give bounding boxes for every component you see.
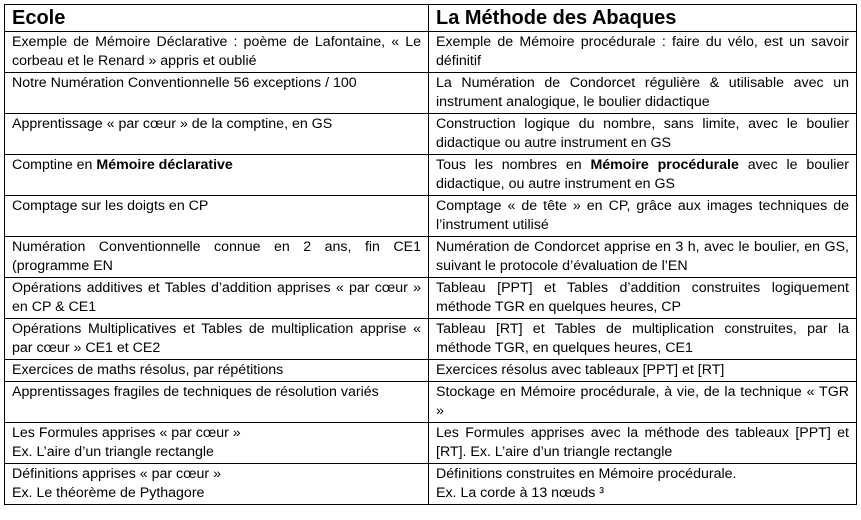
cell-ecole: Apprentissages fragiles de techniques de résolution variés	[5, 382, 429, 423]
cell-ecole: Opérations Multiplicatives et Tables de multiplication apprise « par cœur » CE1 et CE2	[5, 319, 429, 360]
table-row	[5, 73, 857, 114]
header-methode-abaques: La Méthode des Abaques	[429, 5, 857, 32]
cell-text: Tous les nombres en	[436, 157, 591, 173]
cell-abaques: Comptage « de tête » en CP, grâce aux images techniques de l’instrument utilisé	[429, 196, 857, 237]
cell-abaques: Tableau [PPT] et Tables d’addition construites logiquement méthode TGR en quelques heures, CP	[429, 278, 857, 319]
table-row	[5, 423, 857, 464]
table-row	[5, 32, 857, 73]
table-header-row	[5, 5, 857, 32]
table-row	[5, 278, 857, 319]
cell-abaques: Stockage en Mémoire procédurale, à vie, de la technique « TGR »	[429, 382, 857, 423]
cell-line: Les Formules apprises « par cœur »	[12, 425, 241, 441]
cell-line: Définitions construites en Mémoire procédurale.	[436, 466, 737, 482]
cell-abaques: Tableau [RT] et Tables de multiplication construites, par la méthode TGR, en quelques heures, CE1	[429, 319, 857, 360]
cell-abaques	[429, 155, 857, 196]
cell-bold-text: Mémoire procédurale	[590, 157, 739, 173]
table-row	[5, 237, 857, 278]
cell-abaques: Exercices résolus avec tableaux [PPT] et [RT]	[429, 360, 857, 382]
cell-text: avec le boulier didactique, ou autre instrument en GS	[436, 157, 849, 192]
comparison-table	[4, 4, 857, 505]
cell-text: Comptine en	[12, 157, 97, 173]
cell-abaques: Construction logique du nombre, sans limite, avec le boulier didactique ou autre instrument en GS	[429, 114, 857, 155]
cell-ecole	[5, 155, 429, 196]
cell-ecole: Numération Conventionnelle connue en 2 ans, fin CE1 (programme EN	[5, 237, 429, 278]
cell-abaques: Numération de Condorcet apprise en 3 h, avec le boulier, en GS, suivant le protocole d’évaluation de l’EN	[429, 237, 857, 278]
cell-line: Définitions apprises « par cœur »	[12, 466, 221, 482]
cell-abaques: La Numération de Condorcet régulière & utilisable avec un instrument analogique, le boulier didactique	[429, 73, 857, 114]
cell-ecole: Opérations additives et Tables d’addition apprises « par cœur » en CP & CE1	[5, 278, 429, 319]
table-row	[5, 114, 857, 155]
cell-ecole: Notre Numération Conventionnelle 56 exceptions / 100	[5, 73, 429, 114]
cell-ecole: Exercices de maths résolus, par répétitions	[5, 360, 429, 382]
table-row	[5, 382, 857, 423]
table-row	[5, 319, 857, 360]
cell-abaques	[429, 464, 857, 505]
cell-bold-text: Mémoire déclarative	[96, 157, 233, 173]
cell-ecole	[5, 464, 429, 505]
table-row	[5, 464, 857, 505]
cell-line: Ex. La corde à 13 nœuds ³	[436, 485, 604, 501]
cell-line: Ex. L’aire d’un triangle rectangle	[12, 444, 214, 460]
cell-ecole: Exemple de Mémoire Déclarative : poème de Lafontaine, « Le corbeau et le Renard » appris et oublié	[5, 32, 429, 73]
cell-ecole: Apprentissage « par cœur » de la comptine, en GS	[5, 114, 429, 155]
cell-ecole	[5, 423, 429, 464]
cell-abaques: Exemple de Mémoire procédurale : faire du vélo, est un savoir définitif	[429, 32, 857, 73]
cell-abaques: Les Formules apprises avec la méthode des tableaux [PPT] et [RT]. Ex. L’aire d’un triangle rectangle	[429, 423, 857, 464]
cell-ecole: Comptage sur les doigts en CP	[5, 196, 429, 237]
comparison-table-container	[4, 4, 857, 505]
table-row	[5, 155, 857, 196]
header-ecole: Ecole	[5, 5, 429, 32]
table-row	[5, 196, 857, 237]
table-row	[5, 360, 857, 382]
cell-line: Ex. Le théorème de Pythagore	[12, 485, 205, 501]
